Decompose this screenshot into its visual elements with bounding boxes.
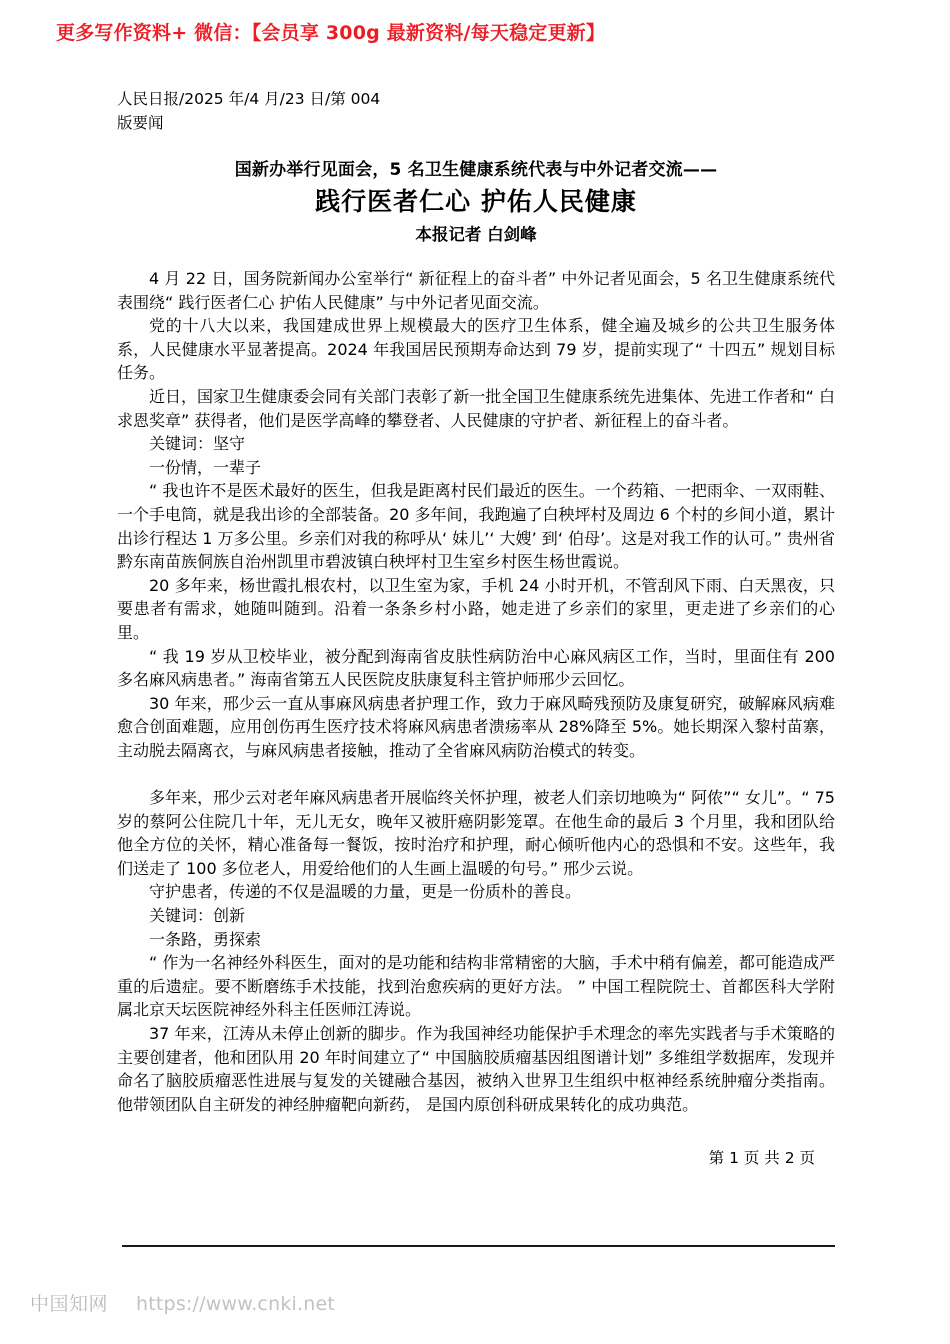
article-paragraph: 关键词：坚守 (149, 434, 246, 454)
cnki-url-text: https://www.cnki.net (136, 1293, 336, 1315)
article-paragraph: “ 我 19 岁从卫校毕业，被分配到海南省皮肤性病防治中心麻风病区工作，当时，里面住有 200 多名麻风病患者。” 海南省第五人民医院皮肤康复科主管护师邢少云回忆。 (117, 646, 835, 690)
source-citation-line-2: 版要闻 (117, 113, 164, 132)
source-citation (117, 88, 835, 135)
article-paragraph: 37 年来，江涛从未停止创新的脚步。作为我国神经功能保护手术理念的率先实践者与手术策略的主要创建者，他和团队用 20 年时间建立了“ 中国脑胶质瘤基因组图谱计划” 多维组学数据库，发现并命名了脑胶质瘤恶性进展与复发的关键融合基因，被纳入世界卫生组织中枢神经系统肿瘤分类指南。 他带领团队自主研发的神经肿瘤靶向新药， 是国内原创科研成果转化的成功典范。 (117, 1024, 835, 1114)
article-paragraph: “ 我也许不是医术最好的医生，但我是距离村民们最近的医生。一个药箱、一把雨伞、一双雨鞋、一个手电筒，就是我出诊的全部装备。20 多年间，我跑遍了白秧坪村及周边 6 个村的乡间小道，累计出诊行程达 1 万多公里。乡亲们对我的称呼从‘ 妹儿’‘ 大嫂’ 到‘ 伯母’。这是对我工作的认可。” 贵州省黔东南苗族侗族自治州凯里市碧波镇白秧坪村卫生室乡村医生杨世霞说。 (117, 481, 835, 572)
article-body (117, 267, 835, 1116)
article-paragraph: 一条路，勇探索 (149, 929, 262, 949)
article-paragraph: 30 年来，邢少云一直从事麻风病患者护理工作，致力于麻风畸残预防及康复研究，破解麻风病难愈合创面难题，应用创伤再生医疗技术将麻风病患者溃疡率从 28%降至 5%。她长期深入黎村苗寨，主动脱去隔离衣，与麻风病患者接触，推动了全省麻风病防治模式的转变。 (117, 693, 835, 760)
promo-banner (0, 0, 950, 62)
article-paragraph: 党的十八大以来，我国建成世界上规模最大的医疗卫生体系，健全遍及城乡的公共卫生服务体系，人民健康水平显著提高。2024 年我国居民预期寿命达到 79 岁，提前实现了“ 十四五” 规划目标任务。 (117, 316, 835, 383)
article-paragraph: 多年来，邢少云对老年麻风病患者开展临终关怀护理，被老人们亲切地唤为“ 阿侬”“ 女儿”。“ 75 岁的蔡阿公住院几十年，无儿无女，晚年又被肝癌阴影笼罩。在他生命的最后 3 个月里，我和团队给他全方位的关怀，精心准备每一餐饭，按时治疗和护理，耐心倾听他内心的恐惧和不安。这些年，我们送走了 100 多位老人，用爱给他们的人生画上温暖的句号。” 邢少云说。 (117, 788, 835, 878)
article-headline: 践行医者仁心 护佑人民健康 (315, 187, 637, 216)
article-byline: 本报记者 白剑峰 (415, 225, 537, 244)
article-paragraph: 关键词：创新 (149, 906, 246, 926)
article-paragraph: “ 作为一名神经外科医生，面对的是功能和结构非常精密的大脑，手术中稍有偏差，都可能造成严重的后遗症。要不断磨练手术技能，找到治愈疾病的更好方法。 ” 中国工程院院士、首都医科大学附属北京天坛医院神经外科主任医师江涛说。 (117, 953, 835, 1020)
footer-divider (122, 1245, 835, 1247)
cnki-watermark (30, 1289, 335, 1316)
article-kicker: 国新办举行见面会，5 名卫生健康系统代表与中外记者交流—— (234, 160, 718, 180)
title-block (117, 157, 835, 249)
article-paragraph: 4 月 22 日，国务院新闻办公室举行“ 新征程上的奋斗者” 中外记者见面会，5 名卫生健康系统代表围绕“ 践行医者仁心 护佑人民健康” 与中外记者见面交流。 (117, 269, 835, 312)
article-paragraph: 近日，国家卫生健康委会同有关部门表彰了新一批全国卫生健康系统先进集体、先进工作者和“ 白求恩奖章” 获得者，他们是医学高峰的攀登者、人民健康的守护者、新征程上的奋斗者。 (117, 386, 835, 430)
article-paragraph: 一份情，一辈子 (149, 457, 262, 477)
promo-banner-text: 更多写作资料+ 微信：【会员享 300g 最新资料/每天稳定更新】 (56, 21, 606, 44)
document-content (117, 88, 835, 1170)
source-citation-line-1: 人民日报/2025 年/4 月/23 日/第 004 (117, 90, 381, 108)
cnki-logo-text: 中国知网 (30, 1293, 109, 1315)
article-paragraph: 守护患者，传递的不仅是温暖的力量，更是一份质朴的善良。 (149, 882, 582, 902)
page-indicator: 第 1 页 共 2 页 (708, 1149, 815, 1168)
article-paragraph: 20 多年来，杨世霞扎根农村，以卫生室为家，手机 24 小时开机，不管刮风下雨、白天黑夜，只要患者有需求，她随叫随到。沿着一条条乡村小路，她走进了乡亲们的家里，更走进了乡亲们的心里。 (117, 575, 835, 642)
